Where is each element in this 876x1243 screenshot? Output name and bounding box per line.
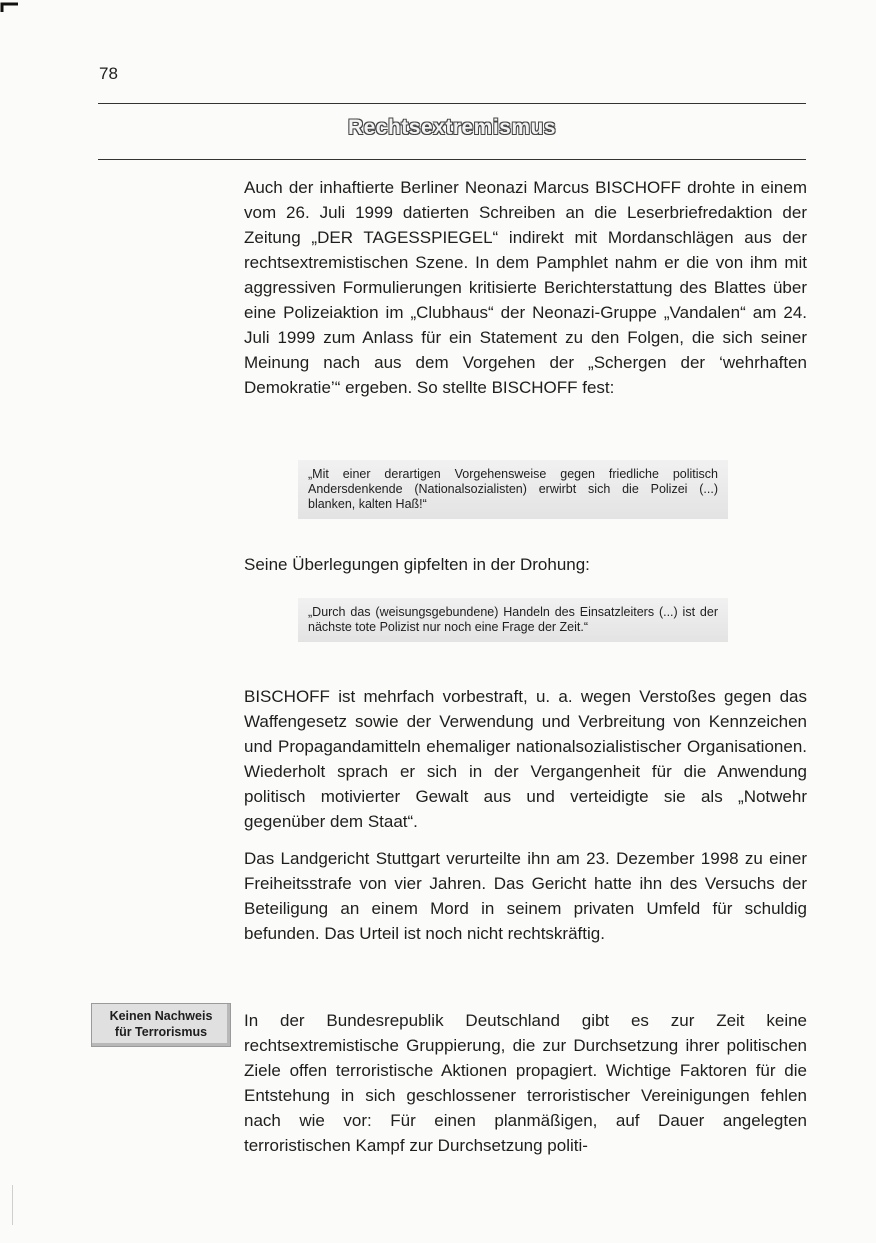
paragraph-3: BISCHOFF ist mehrfach vorbestraft, u. a. wegen Verstoßes gegen das Waffengesetz sowie der Verwendung und Verbreitung von Kennzeichen und Propagandamitteln ehemaliger nationalsozialistischer Organisationen. Wiederholt sprach er sich in der Vergangenheit für die Anwendung politisch motivierter Gewalt aus und verteidigte sie als „Notwehr gegenüber dem Staat“.	[244, 687, 807, 831]
paragraph-5: In der Bundesrepublik Deutschland gibt es zur Zeit keine rechtsextremistische Gruppierung, die zur Durchsetzung ihrer politischen Ziele offen terroristische Aktionen propagiert. Wichtige Faktoren für die Entstehung in sich geschlossener terroristischer Vereinigungen fehlen nach wie vor: Für einen planmäßigen, auf Dauer angelegten terroristischen Kampf zur Durchsetzung politi-	[244, 1011, 807, 1155]
quote-block-1: „Mit einer derartigen Vorgehensweise gegen friedliche politisch Andersdenkende (Nationalsozialisten) erwirbt sich die Polizei (...) blanken, kalten Haß!“	[298, 460, 728, 519]
margin-note-line-1: Keinen Nachweis	[109, 1009, 213, 1023]
corner-mark	[0, 0, 20, 14]
margin-note-line-2: für Terrorismus	[114, 1025, 208, 1039]
page-number: 78	[99, 64, 118, 83]
paragraph-1: Auch der inhaftierte Berliner Neonazi Marcus BISCHOFF drohte in einem vom 26. Juli 1999 datierten Schreiben an die Leserbriefredaktion der Zeitung „DER TAGESSPIEGEL“ indirekt mit Mordanschlägen aus der rechtsextremistischen Szene. In dem Pamphlet nahm er die von ihm mit aggressiven Formulierungen kritisierte Berichterstattung des Blattes über eine Polizeiaktion im „Clubhaus“ der Neonazi-Gruppe „Vandalen“ am 24. Juli 1999 zum Anlass für ein Statement zu den Folgen, die sich seiner Meinung nach aus dem Vorgehen der „Schergen der ‘wehrhaften Demokratie’“ ergeben. So stellte BISCHOFF fest:	[244, 178, 807, 397]
paragraph-4: Das Landgericht Stuttgart verurteilte ihn am 23. Dezember 1998 zu einer Freiheitsstrafe von vier Jahren. Das Gericht hatte ihn des Versuchs der Beteiligung an einem Mord in seinem privaten Umfeld für schuldig befunden. Das Urteil ist noch nicht rechtskräftig.	[244, 849, 807, 943]
paragraph-2: Seine Überlegungen gipfelten in der Drohung:	[244, 555, 590, 574]
quote-block-2: „Durch das (weisungsgebundene) Handeln des Einsatzleiters (...) ist der nächste tote Polizist nur noch eine Frage der Zeit.“	[298, 598, 728, 642]
margin-note	[91, 1003, 231, 1047]
scan-edge-line	[12, 1185, 13, 1225]
section-title: Rechtsextremismus	[347, 116, 557, 139]
header-rule-top	[98, 103, 806, 104]
header-rule-bottom	[98, 159, 806, 160]
